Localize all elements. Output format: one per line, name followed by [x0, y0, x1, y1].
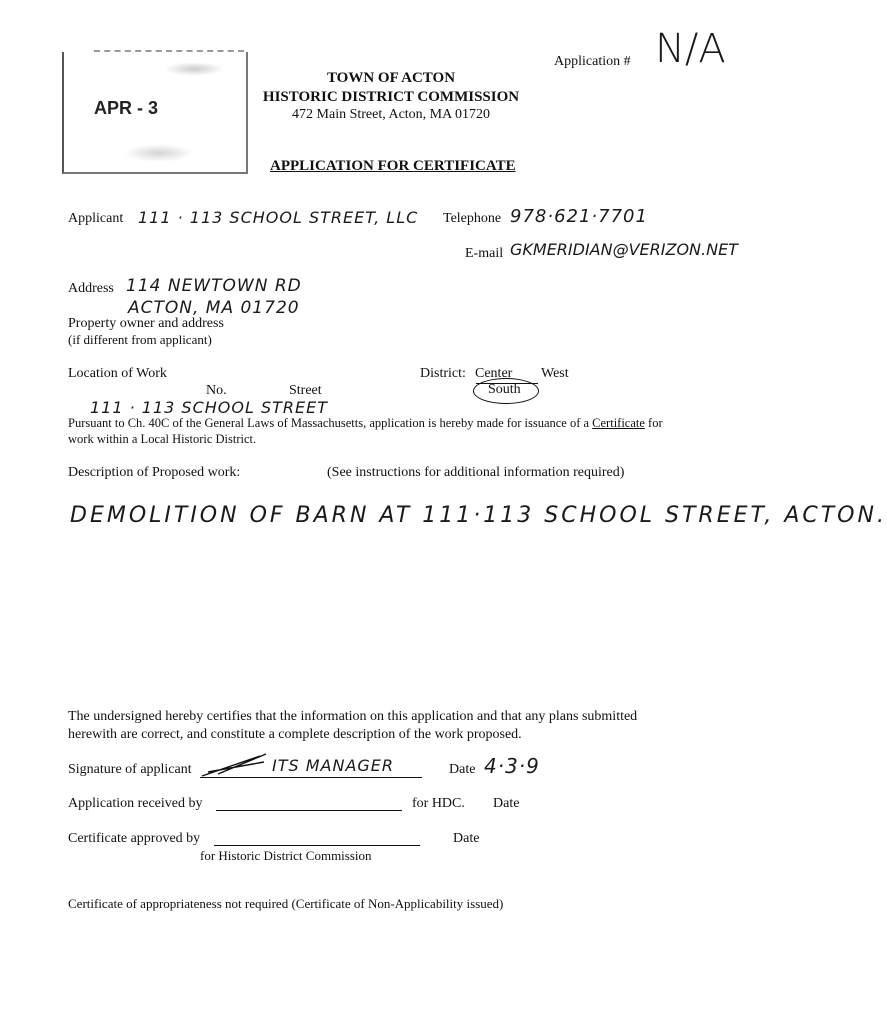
location-label: Location of Work [68, 366, 167, 381]
certification-line1: The undersigned hereby certifies that the information on this application and that any plans submitted [68, 709, 638, 724]
received-for-hdc: for HDC. [412, 796, 465, 811]
applicant-value[interactable]: 111 · 113 SCHOOL STREET, LLC [138, 208, 419, 227]
pursuant-line2: work within a Local Historic District. [68, 432, 257, 446]
stamp-smudge [164, 62, 224, 76]
approved-date-label: Date [453, 831, 480, 846]
approved-line[interactable] [214, 845, 420, 846]
received-line[interactable] [216, 810, 402, 811]
district-option-west[interactable]: West [541, 366, 569, 381]
form-title: APPLICATION FOR CERTIFICATE [270, 158, 516, 174]
stamp-smudge [124, 144, 194, 162]
applicant-label: Applicant [68, 211, 124, 226]
received-label: Application received by [68, 796, 203, 811]
telephone-value[interactable]: 978·621·7701 [510, 206, 648, 227]
address-line2[interactable]: ACTON, MA 01720 [128, 298, 300, 318]
location-value[interactable]: 111 · 113 SCHOOL STREET [90, 398, 329, 417]
approved-label: Certificate approved by [68, 831, 201, 846]
certificate-word: Certificate [592, 416, 645, 430]
commission-name: HISTORIC DISTRICT COMMISSION [262, 89, 520, 105]
district-label: District: [420, 366, 466, 381]
received-stamp [62, 52, 248, 174]
address-label: Address [68, 281, 114, 296]
address-line1[interactable]: 114 NEWTOWN RD [126, 276, 302, 296]
footer-note: Certificate of appropriateness not required (Certificate of Non-Applicability issued) [68, 896, 504, 911]
stamp-date: APR - 3 [94, 98, 159, 118]
pursuant-suffix: for [644, 416, 663, 430]
description-value[interactable]: DEMOLITION OF BARN AT 111·113 SCHOOL STREET, ACTON. [70, 503, 887, 528]
application-number-label: Application # [554, 54, 631, 69]
email-value[interactable]: GKMERIDIAN@VERIZON.NET [510, 240, 738, 259]
description-note: (See instructions for additional information required) [327, 465, 625, 480]
certification-line2: herewith are correct, and constitute a complete description of the work proposed. [68, 727, 522, 742]
signature-date-value[interactable]: 4·3·9 [484, 754, 540, 778]
description-label: Description of Proposed work: [68, 465, 241, 480]
signature-label: Signature of applicant [68, 762, 192, 777]
signature-scribble [200, 750, 270, 780]
received-date-label: Date [493, 796, 520, 811]
pursuant-line1 [68, 416, 663, 431]
pursuant-prefix: Pursuant to Ch. 40C of the General Laws of Massachusetts, application is hereby made for issuance of a [68, 416, 593, 430]
approved-sub: for Historic District Commission [200, 848, 372, 863]
town-name: TOWN OF ACTON [326, 70, 456, 86]
commission-address: 472 Main Street, Acton, MA 01720 [292, 107, 490, 122]
location-street-label: Street [289, 383, 322, 398]
email-label: E-mail [465, 246, 504, 261]
location-no-label: No. [206, 383, 227, 398]
application-number-value: N/A [655, 26, 726, 72]
property-owner-label: Property owner and address [68, 316, 224, 331]
property-owner-sublabel: (if different from applicant) [68, 332, 212, 347]
telephone-label: Telephone [443, 211, 502, 226]
signature-value[interactable]: ITS MANAGER [272, 756, 395, 775]
district-option-center[interactable]: Center [475, 366, 513, 381]
district-option-south[interactable]: South [488, 382, 521, 397]
signature-date-label: Date [449, 762, 476, 777]
